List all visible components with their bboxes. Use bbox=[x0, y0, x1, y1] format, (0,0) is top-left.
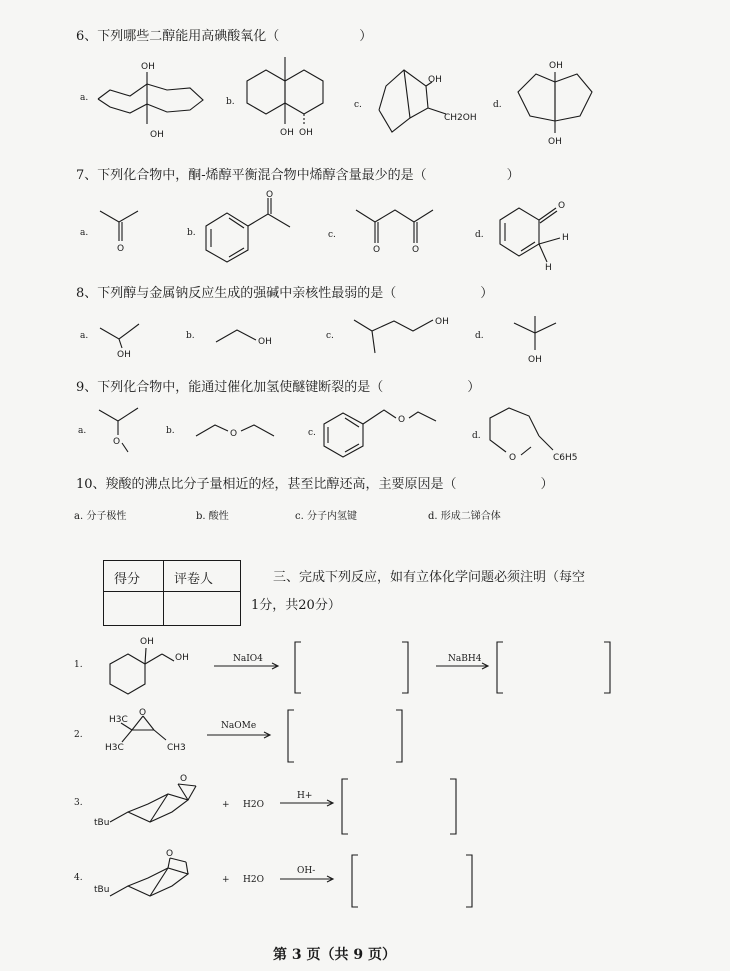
q9a-o: O bbox=[113, 437, 121, 447]
q9b-o: O bbox=[230, 429, 238, 439]
q8d-structure bbox=[514, 316, 556, 365]
q9-option-b[interactable]: b. bbox=[166, 426, 175, 436]
q9d-c6h5: C6H5 bbox=[553, 453, 578, 463]
score-label: 得分 bbox=[114, 572, 141, 587]
q6c-oh: OH bbox=[428, 75, 442, 85]
q7-option-c[interactable]: c. bbox=[328, 230, 336, 240]
reaction-2-number: 2. bbox=[74, 730, 83, 740]
q7d-structure bbox=[500, 201, 569, 273]
q6d-oh-bottom: OH bbox=[548, 137, 562, 147]
q8a-oh: OH bbox=[117, 350, 131, 360]
r4-bracket-left bbox=[352, 855, 358, 907]
q7d-h2: H bbox=[545, 263, 552, 273]
q6-option-b[interactable]: b. bbox=[226, 97, 235, 107]
r1-oh-1: OH bbox=[140, 637, 154, 647]
q10-choice-c[interactable]: c. 分子内氢键 bbox=[295, 511, 357, 522]
q7c-o2: O bbox=[412, 245, 420, 255]
q7-option-a[interactable]: a. bbox=[80, 228, 89, 238]
q8-text: 8、下列醇与金属钠反应生成的强碱中亲核性最弱的是（ ） bbox=[76, 286, 494, 301]
q8-option-c[interactable]: c. bbox=[326, 331, 334, 341]
q6b-structure bbox=[247, 57, 323, 138]
q8c-oh: OH bbox=[435, 317, 449, 327]
page-footer: 第 3 页（共 9 页） bbox=[273, 947, 396, 963]
q7-text: 7、下列化合物中，酮-烯醇平衡混合物中烯醇含量最少的是（ ） bbox=[76, 168, 520, 183]
q6-option-c[interactable]: c. bbox=[354, 100, 362, 110]
q8-option-b[interactable]: b. bbox=[186, 331, 195, 341]
r4-o: O bbox=[166, 849, 174, 859]
q9-text: 9、下列化合物中，能通过催化加氢使醚键断裂的是（ ） bbox=[76, 380, 481, 395]
q7d-h1: H bbox=[562, 233, 569, 243]
q6d-oh-top: OH bbox=[549, 61, 563, 71]
reaction-3-starting-material bbox=[94, 774, 196, 828]
reagent-naome: NaOMe bbox=[221, 721, 257, 731]
q7d-o: O bbox=[558, 201, 566, 211]
q8d-oh: OH bbox=[528, 355, 542, 365]
q9c-o: O bbox=[398, 415, 406, 425]
reaction-4-number: 4. bbox=[74, 873, 83, 883]
q9-option-a[interactable]: a. bbox=[78, 426, 87, 436]
r2-bracket-right bbox=[396, 710, 402, 762]
q10-choice-a[interactable]: a. 分子极性 bbox=[74, 511, 127, 522]
q8a-structure bbox=[100, 324, 139, 360]
r2-o: O bbox=[139, 708, 147, 718]
q6c-structure bbox=[379, 70, 477, 132]
q8-option-d[interactable]: d. bbox=[475, 331, 484, 341]
q10-text: 10、羧酸的沸点比分子量相近的烃，甚至比醇还高，主要原因是（ ） bbox=[76, 477, 554, 492]
r2-bracket-left bbox=[288, 710, 294, 762]
q7c-structure bbox=[356, 210, 433, 255]
r2-h3c-2: H3C bbox=[105, 743, 124, 753]
reaction-2-starting-material bbox=[105, 708, 186, 753]
reaction-4-plus: + bbox=[222, 875, 230, 885]
r4-bracket-right bbox=[466, 855, 472, 907]
q9b-structure bbox=[196, 425, 274, 439]
q7-option-d[interactable]: d. bbox=[475, 230, 484, 240]
r3-bracket-right bbox=[450, 779, 456, 834]
q7b-o: O bbox=[266, 190, 274, 200]
q8-option-a[interactable]: a. bbox=[80, 331, 89, 341]
q7a-structure bbox=[100, 211, 138, 254]
reagent-acid: H+ bbox=[297, 791, 313, 801]
q7b-structure bbox=[206, 190, 290, 262]
r3-tbu: tBu bbox=[94, 818, 110, 828]
q9d-o: O bbox=[509, 453, 517, 463]
q6a-oh-bottom: OH bbox=[150, 130, 164, 140]
q8c-structure bbox=[354, 317, 449, 353]
r1-bracket-2-left bbox=[497, 642, 503, 693]
reaction-4-water: H2O bbox=[243, 875, 264, 885]
q6a-structure bbox=[98, 62, 203, 140]
r3-bracket-left bbox=[342, 779, 348, 834]
q6b-oh-1: OH bbox=[280, 128, 294, 138]
reaction-3-plus: + bbox=[222, 800, 230, 810]
q6-option-d[interactable]: d. bbox=[493, 100, 502, 110]
q6c-ch2oh: CH2OH bbox=[444, 113, 477, 123]
section3-subheading: 1分，共20分） bbox=[251, 598, 341, 613]
r2-h3c-1: H3C bbox=[109, 715, 128, 725]
q10-choice-b[interactable]: b. 酸性 bbox=[196, 511, 229, 522]
q9c-structure bbox=[324, 410, 436, 457]
reaction-1-starting-material bbox=[110, 637, 189, 694]
q6a-oh-top: OH bbox=[141, 62, 155, 72]
q6-text: 6、下列哪些二醇能用高碘酸氧化（ ） bbox=[76, 29, 373, 44]
q9-option-c[interactable]: c. bbox=[308, 428, 316, 438]
r1-bracket-1-right bbox=[402, 642, 408, 693]
q7-option-b[interactable]: b. bbox=[187, 228, 196, 238]
r1-oh-2: OH bbox=[175, 653, 189, 663]
r2-ch3: CH3 bbox=[167, 743, 186, 753]
reaction-1-number: 1. bbox=[74, 660, 83, 670]
q6d-structure bbox=[518, 61, 592, 147]
r4-tbu: tBu bbox=[94, 885, 110, 895]
q6-option-a[interactable]: a. bbox=[80, 93, 89, 103]
q6b-oh-2: OH bbox=[299, 128, 313, 138]
q8b-structure bbox=[216, 330, 272, 347]
q9d-structure bbox=[490, 408, 578, 463]
q10-choice-d[interactable]: d. 形成二锑合体 bbox=[428, 511, 501, 522]
q7a-o: O bbox=[117, 244, 125, 254]
reaction-4-starting-material bbox=[94, 849, 188, 896]
r1-bracket-2-right bbox=[604, 642, 610, 693]
r1-bracket-1-left bbox=[295, 642, 301, 693]
reagent-hydroxide: OH- bbox=[297, 866, 316, 876]
reagent-nabh4: NaBH4 bbox=[448, 654, 482, 664]
q8b-oh: OH bbox=[258, 337, 272, 347]
reaction-3-number: 3. bbox=[74, 798, 83, 808]
r3-o: O bbox=[180, 774, 188, 784]
q9a-structure bbox=[99, 408, 138, 452]
reagent-naio4: NaIO4 bbox=[233, 654, 263, 664]
section3-heading: 三、完成下列反应，如有立体化学问题必须注明（每空 bbox=[273, 570, 586, 585]
q7c-o1: O bbox=[373, 245, 381, 255]
reaction-3-water: H2O bbox=[243, 800, 264, 810]
q9-option-d[interactable]: d. bbox=[472, 431, 481, 441]
grader-label: 评卷人 bbox=[174, 572, 214, 587]
